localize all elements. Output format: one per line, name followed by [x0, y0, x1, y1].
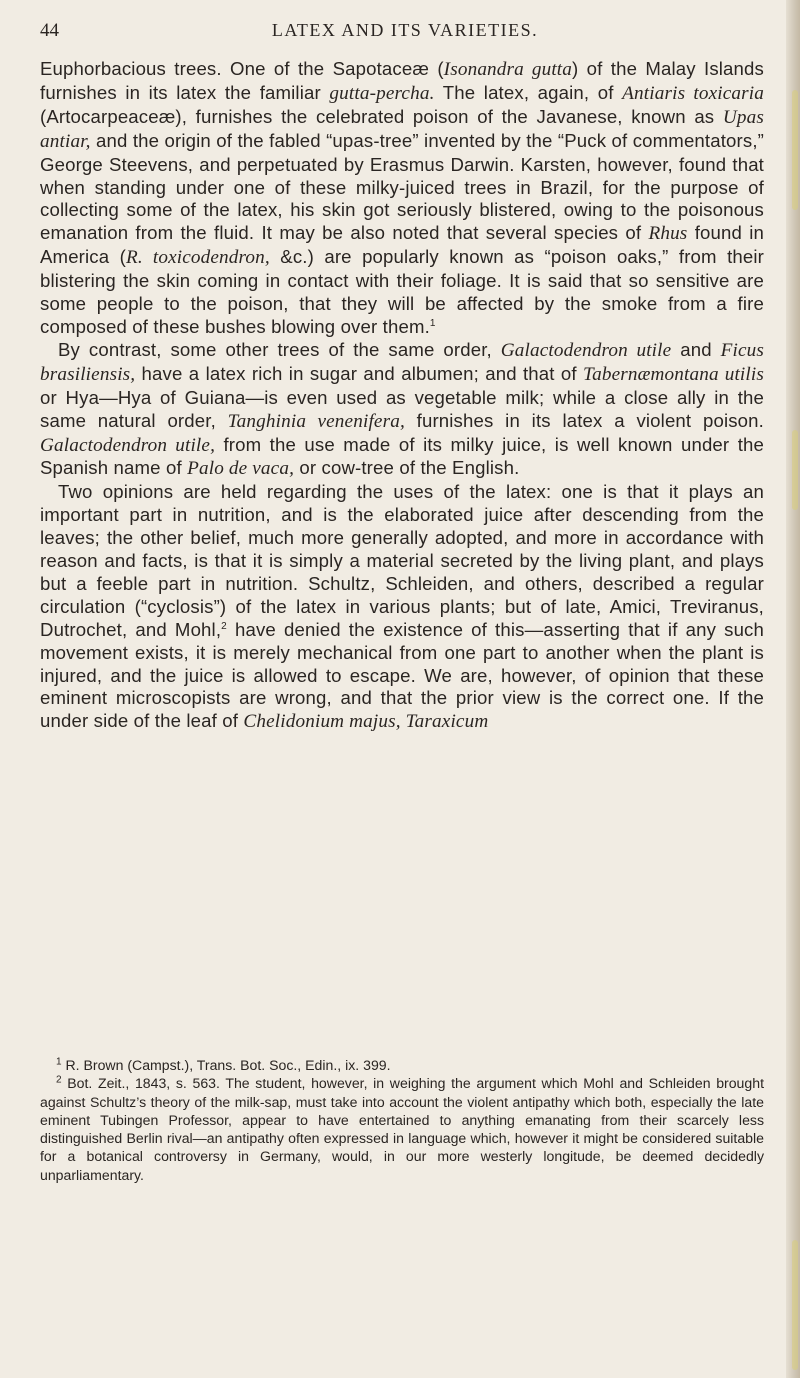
page-stain [792, 90, 798, 210]
footnote-text: Bot. Zeit., 1843, s. 563. The student, however, in weighing the argument which Mohl and Schleiden brought against Schultz’s theory of the milk-sap, must take into account the violent antipathy which both, especially the late eminent Tubingen Professor, appear to have entertained to anything emanating from their scarcely less distinguished Berlin rival—an antipathy often expressed in language which, however it might be considered suitable for a botanical controversy in Germany, would, in our more westerly longitude, be deemed decidedly unparliamentary. [40, 1075, 764, 1183]
italic-term: Tabernæmontana utilis [583, 363, 764, 385]
paragraph [40, 58, 764, 339]
italic-term: Upas antiar, [40, 106, 764, 152]
italic-term: Tanghinia venenifera, [227, 410, 405, 432]
page-number: 44 [40, 20, 59, 41]
footnote-marker: 2 [221, 620, 227, 632]
page-stain [792, 430, 798, 510]
text-run: or cow-tree of the English. [294, 457, 520, 479]
paragraph [40, 339, 764, 481]
text-run: have denied the existence of this—asserting that if any such movement exists, it is merely mechanical from one part to another when the plant is injured, and the juice is allowed to escape. We are, however, of opinion that these eminent microscopists are wrong, and that the prior view is the correct one. If the under side of the leaf of [40, 618, 764, 732]
text-run: Euphorbacious trees. One of the Sapotaceæ ( [40, 58, 444, 79]
footnote [40, 1056, 764, 1074]
footnote-marker: 1 [429, 317, 436, 329]
footnote-text: R. Brown (Campst.), Trans. Bot. Soc., Edin., ix. 399. [61, 1057, 391, 1073]
body-text [40, 58, 764, 734]
text-run: from the use made of its milky juice, is well known under the Spanish name of [40, 433, 764, 479]
text-run: furnishes in its latex a violent poison. [404, 409, 764, 431]
italic-term: R. toxicodendron, [126, 247, 270, 269]
running-head: LATEX AND ITS VARIETIES. [271, 20, 539, 40]
text-run: &c.) are popularly known as “poison oaks,” from their blistering the skin coming in contact with their foliage. It is said that so sensitive are some people to the poison, that they will be affected by the smoke from a fire composed of these bushes blowing over them. [40, 246, 764, 337]
footnote-number: 1 [56, 1056, 62, 1068]
page-header [40, 20, 770, 50]
text-run: and the origin of the fabled “upas-tree” invented by the “Puck of commentators,” George Steevens, and perpetuated by Erasmus Darwin. Karsten, however, found that when standing under one of these milky-juiced trees in Brazil, for the purpose of collecting some of the latex, his skin got seriously blistered, owing to the poisonous emanation from the fluid. It may be also noted that several species of [40, 129, 764, 244]
paragraph [40, 481, 764, 734]
text-run: have a latex rich in sugar and albumen; and that of [135, 362, 584, 384]
page-stain [792, 1240, 798, 1370]
text-run: found in America ( [40, 222, 765, 268]
italic-term: Palo de vaca, [187, 458, 295, 480]
text-run: and [671, 338, 721, 360]
text-run: The latex, again, of [434, 81, 623, 103]
italic-term: Galactodendron utile [500, 339, 672, 361]
italic-term: Rhus [648, 223, 688, 245]
italic-term: Antiaris toxicaria [622, 82, 764, 104]
footnotes [40, 1056, 764, 1184]
page-edge-shadow [786, 0, 800, 1378]
italic-term: Isonandra gutta [443, 59, 573, 80]
text-run: Two opinions are held regarding the uses of the latex: one is that it plays an important part in nutrition, and is the elaborated juice after descending from the leaves; the other belief, much more generally adopted, and more in accordance with reason and facts, is that it is simply a material secreted by the living plant, and plays but a feeble part in nutrition. Schultz, Schleiden, and others, described a regular circulation (“cyclosis”) of the latex in various plants; but of late, Amici, Treviranus, Dutrochet, and Mohl, [40, 481, 764, 640]
italic-term: Galactodendron utile, [40, 434, 216, 456]
text-run: By contrast, some other trees of the same order, [58, 338, 501, 360]
text-run: or Hya—Hya of Guiana—is even used as vegetable milk; while a close ally in the same natural order, [40, 386, 764, 431]
footnote-number: 2 [56, 1074, 62, 1086]
italic-term: Chelidonium majus, Taraxicum [243, 711, 489, 733]
text-run: ) of the Malay Islands furnishes in its latex the familiar [40, 58, 764, 103]
italic-term: gutta-percha. [329, 82, 435, 104]
italic-term: Ficus brasiliensis, [40, 339, 764, 385]
text-run: (Artocarpeaceæ), furnishes the celebrated poison of the Javanese, known as [40, 105, 723, 127]
footnote [40, 1074, 764, 1184]
